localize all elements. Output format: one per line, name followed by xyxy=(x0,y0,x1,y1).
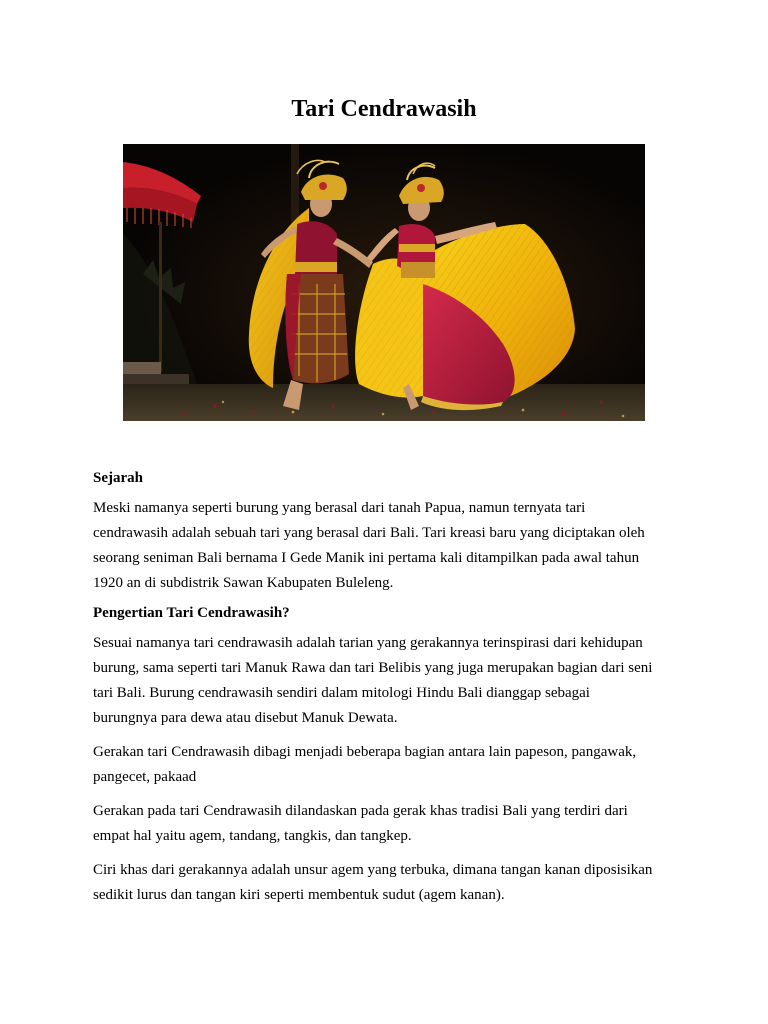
section-heading-sejarah: Sejarah xyxy=(93,470,143,486)
text-line: burungnya para dewa atau disebut Manuk Dewata. xyxy=(93,710,398,726)
paragraph-pengertian-1 xyxy=(93,631,683,731)
article-body xyxy=(93,466,683,908)
text-line: cendrawasih adalah sebuah tari yang berasal dari Bali. Tari kreasi baru yang diciptakan oleh xyxy=(93,525,645,541)
text-line: burung, sama seperti tari Manuk Rawa dan tari Belibis yang juga merupakan bagian dari seni xyxy=(93,660,653,676)
text-line: Gerakan tari Cendrawasih dibagi menjadi beberapa bagian antara lain papeson, pangawak, xyxy=(93,744,637,760)
paragraph-pengertian-3 xyxy=(93,799,683,849)
text-line: sedikit lurus dan tangan kiri seperti membentuk sudut (agem kanan). xyxy=(93,887,505,903)
section-heading-pengertian: Pengertian Tari Cendrawasih? xyxy=(93,605,290,621)
page-title: Tari Cendrawasih xyxy=(291,96,477,122)
text-line: seorang seniman Bali bernama I Gede Manik ini pertama kali ditampilkan pada awal tahun xyxy=(93,550,640,566)
paragraph-pengertian-2 xyxy=(93,740,683,790)
text-line: Ciri khas dari gerakannya adalah unsur agem yang terbuka, dimana tangan kanan diposisikan xyxy=(93,862,653,878)
text-line: Gerakan pada tari Cendrawasih dilandaskan pada gerak khas tradisi Bali yang terdiri dari xyxy=(93,803,628,819)
text-line: tari Bali. Burung cendrawasih sendiri dalam mitologi Hindu Bali dianggap sebagai xyxy=(93,685,590,701)
dancers-photo xyxy=(123,144,645,421)
text-line: empat hal yaitu agem, tandang, tangkis, dan tangkep. xyxy=(93,828,412,844)
text-line: Meski namanya seperti burung yang berasal dari tanah Papua, namun ternyata tari xyxy=(93,500,586,516)
text-line: pangecet, pakaad xyxy=(93,769,197,785)
paragraph-sejarah xyxy=(93,496,683,596)
paragraph-pengertian-4 xyxy=(93,858,683,908)
text-line: 1920 an di subdistrik Sawan Kabupaten Buleleng. xyxy=(93,575,394,591)
text-line: Sesuai namanya tari cendrawasih adalah tarian yang gerakannya terinspirasi dari kehidupan xyxy=(93,635,643,651)
